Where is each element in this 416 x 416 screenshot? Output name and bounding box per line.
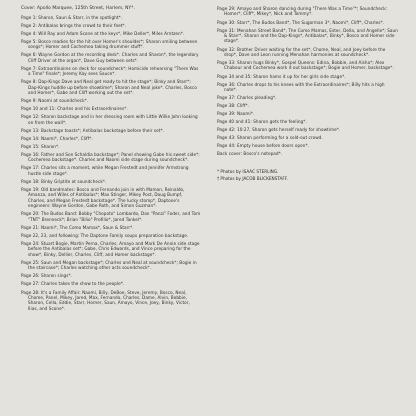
caption-entry: Page 7: Extraordinaires on deck for soundcheck*; Homicide rehearsing "There Was a Time" finale*; Jeremy Kay sees Sauce*. xyxy=(21,65,199,77)
caption-entry: Page 29: Amayo and Sharon dancing during "There Was a Time"*; Soundcheck: Homer*, Cliff*, Mikey*, Nick and Tommy*. xyxy=(217,6,388,17)
caption-entry: Page 12: Sharon backstage and in her dressing room with Little Willie John looking on from the wall*. xyxy=(21,114,198,125)
photo-credit-note: * Photos by ISAAC STERLING. xyxy=(217,168,279,174)
caption-entry: Page 34 and 35: Sharon hams it up for her girls side stage*. xyxy=(217,73,346,79)
caption-entry: Page 16: Father and Son Schaldia backstage*; Panel showing Gabe his sweet side*; Cochemea backstage*. Charles and Naomi side stage during soundcheck*. xyxy=(21,151,200,163)
caption-entry: Page 43: Sharon performing for a sold-out crowd. xyxy=(217,135,323,141)
cover-caption: Cover: Apollo Marquee, 125th Street, Harlem, NY*. xyxy=(21,6,135,11)
caption-entry: Page 15: Sharon*. xyxy=(21,143,60,149)
caption-entry: Back cover: Bosco's notepad*. xyxy=(217,151,283,157)
caption-entry: Page 27: Charles takes the show to the people*. xyxy=(21,281,125,287)
caption-entry: Page 39: Naomi*. xyxy=(217,111,255,117)
caption-entry: Page 33: Sharon hugs Binky*, Gospel Queens: Edina, Bobbie, and Aisha*; Alex Chabour and Cochemea work it out backstage*; Bogie and Homer, backstage*. xyxy=(217,60,394,71)
caption-entry: Page 37: Charles pleading*. xyxy=(217,95,277,101)
caption-entry: Page 2: Antibalas brings the crowd to their feet*. xyxy=(21,22,126,28)
caption-entry: Page 13: Backstage toasts*; Antibalas backstage before their set*. xyxy=(21,127,164,133)
right-entries-list xyxy=(217,6,399,157)
caption-entry: Page 31: Menahan Street Band*, The Como Mamas, Ester, Della, and Angelle*; Saun & Starr*, Sharon and the Dap-Kings*, Antibalas*, Binky*, Bosco and Homer side stage*. xyxy=(217,27,398,44)
caption-entry: Page 6: Wayne Gordon at the recording desk*. Charles and Sharon*, the legendary Cliff Driver at the organ*, Dave Guy between sets*. xyxy=(21,52,199,63)
left-entries-list xyxy=(21,15,201,312)
caption-entry: Page 38: Cliff*. xyxy=(217,103,249,109)
caption-entry: Page 18: Binky Griptite at soundcheck*. xyxy=(21,178,107,184)
caption-entry: Page 14: Naomi*, Charles*, Cliff*. xyxy=(21,135,93,141)
right-column xyxy=(217,6,399,184)
caption-entry: Page 44: Empty house before doors open*. xyxy=(217,143,310,149)
caption-entry: Page 8: Dap-Kings Dave and Neal get ready to hit the stage*; Binky and Starr*; Dap-Kings huddle up before showtime*; Sharon and Neal joke*. Charles, Bosco and Homer*, Gabe and Cliff working out the set*. xyxy=(21,79,198,96)
caption-entry: Page 26: Sharon sings*. xyxy=(21,273,73,279)
caption-entry: Page 24: Stuart Bogie, Martín Perna, Charles, Amayo and Mark De Annie side stage before the Antibalas set*; Gabe, Chris Edwards, and Vince preparing for the show*, Binky, Dellier, Charles, Cliff, and Homer backstage*. xyxy=(21,240,200,257)
left-column xyxy=(21,6,201,314)
caption-entry: Page 10 and 11: Charles and his Extraordinaires*. xyxy=(21,106,128,112)
caption-entry: Page 36: Charles drops to his knees with the Extraordinaires*; Billy hits a high note*. xyxy=(217,81,385,92)
caption-entry: Page 32: Brother Driver waiting for the set*, Chome, Neal, and Joey before the drop*, Dave and Leon running Menahan harmonies at soundcheck*. xyxy=(217,46,386,57)
caption-entry: Page 4: Will Ray and Adam Scone at the keys*, Mike Deller*, Miles Arntzen*. xyxy=(21,30,185,36)
caption-entry: Page 40 and 41: Sharon gets the feeling*. xyxy=(217,119,307,125)
caption-entry: Page 42: 10:27, Sharon gets herself ready for showtime*. xyxy=(217,127,341,133)
caption-entry: Page 21: Naomi*, The Como Mamas*, Saun & Starr*. xyxy=(21,224,134,230)
photo-credits xyxy=(217,169,399,182)
caption-entry: Page 22, 23, and following: The Daptone Family soups preparation backstage. xyxy=(21,232,189,238)
caption-entry: Page 5: Bosco readies for the hit over Homer's shoulder*; Sharon smiling between songs*; Homer and Cochemea taking drummer stuff*. xyxy=(21,38,198,50)
photo-credit-note: † Photos by JACOB BLICKENSTAFF. xyxy=(217,176,288,182)
caption-entry: Page 17: Charles sits a moment, while Megan Frestedt and Jennifer Armstrong hustle side stage*. xyxy=(21,165,189,176)
caption-entry: Page 1: Sharon, Saun & Starr, in the spotlight*. xyxy=(21,14,123,20)
caption-entry: Page 25: Saun and Megan backstage*; Charles and Neal at soundcheck*; Bogie in the staircase*; Charles watching other acts soundcheck*. xyxy=(21,259,197,271)
caption-entry: Page 20: The Budos Band: Bobby "Chopoto" Lombardo, Dan "Panzi" Foder, and Tom "TNT" Brenneck*; Brian "Bilio" Profilio*, Jared Tankel*. xyxy=(21,211,201,222)
caption-entry: Page 9: Naomi at soundcheck*. xyxy=(21,98,89,104)
caption-entry: Page 28: It's a Family Affair: Naomi, Billy, DeBoe, Steve, Jeremy, Bosco, Neal, Chome, Panel, Mikey, Jared, Max, Fernando, Charles, Dame, Alvin, Bobbie, Sharon, Cella, Eddie, Starr, Homer, Saun, Amayo, Vince, Joey, Binky, Victor, Ilias, and Scone*. xyxy=(21,289,190,311)
caption-entry: Page 19: Old bandmates: Bosco and Fernando join in with Mamon, Reinaldo, Amanza, and Wiles of Antibalas*; Max Stinger, Mikey Post, Doug Bumpf, Charles, and Megan Frestedt backstage*. The lucky stomp*, Daptone's engineers: Wayne Gordon, Gabe Roth, and Simon Guzman*. xyxy=(21,186,185,209)
caption-entry: Page 30: Starr*, The Budos Band*, The Sugarman 3*, Naomi*, Cliff*, Charles*. xyxy=(217,19,384,25)
